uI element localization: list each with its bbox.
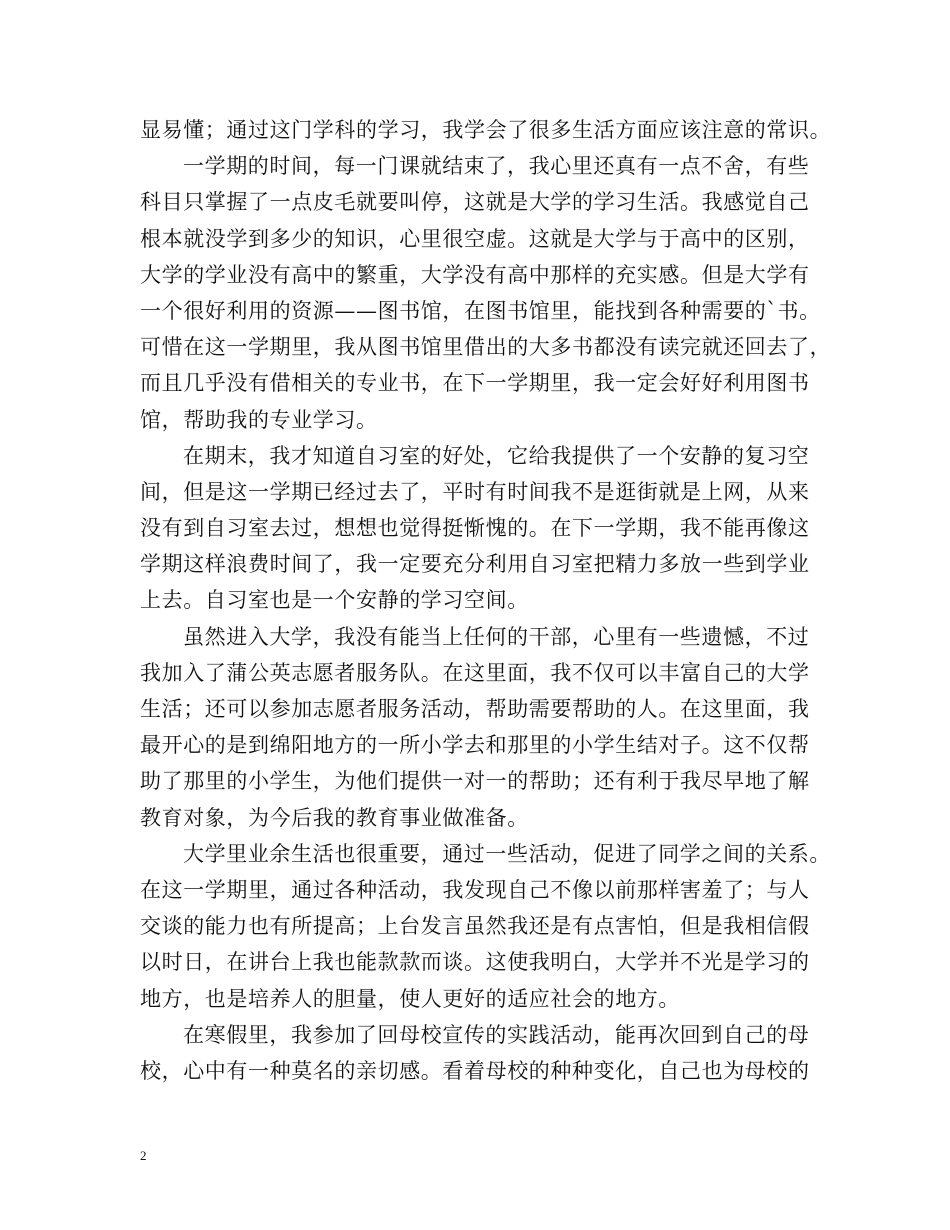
text-line: 校，心中有一种莫名的亲切感。看着母校的种种变化，自己也为母校的 [140,1058,810,1083]
text-line: 间，但是这一学期已经过去了，平时有时间我不是逛街就是上网，从来 [140,479,810,504]
text-line: 在这一学期里，通过各种活动，我发现自己不像以前那样害羞了；与人 [140,877,810,902]
text-line: 没有到自习室去过，想想也觉得挺惭愧的。在下一学期，我不能再像这 [140,516,810,541]
text-line: 馆，帮助我的专业学习。 [140,407,378,432]
text-line: 根本就没学到多少的知识，心里很空虚。这就是大学与于高中的区别， [140,226,810,251]
text-line: 可惜在这一学期里，我从图书馆里借出的大多书都没有读完就还回去了， [140,335,832,360]
body-text [140,112,830,1089]
text-line: 地方，也是培养人的胆量，使人更好的适应社会的地方。 [140,986,680,1011]
page-number: 2 [140,1148,147,1163]
text-line: 大学的学业没有高中的繁重，大学没有高中那样的充实感。但是大学有 [140,262,810,287]
text-line: 上去。自习室也是一个安静的学习空间。 [140,588,529,613]
text-line: 在寒假里，我参加了回母校宣传的实践活动，能再次回到自己的母 [183,1022,810,1047]
text-line: 显易懂；通过这门学科的学习，我学会了很多生活方面应该注意的常识。 [140,118,832,142]
text-line: 最开心的是到绵阳地方的一所小学去和那里的小学生结对子。这不仅帮 [140,733,810,758]
text-line: 教育对象，为今后我的教育事业做准备。 [140,805,529,830]
text-line: 助了那里的小学生，为他们提供一对一的帮助；还有利于我尽早地了解 [140,769,810,794]
text-line: 而且几乎没有借相关的专业书，在下一学期里，我一定会好好利用图书 [140,371,810,396]
text-line: 一学期的时间，每一门课就结束了，我心里还真有一点不舍，有些 [183,154,810,179]
text-line: 我加入了蒲公英志愿者服务队。在这里面，我不仅可以丰富自己的大学 [140,660,810,685]
text-line: 学期这样浪费时间了，我一定要充分利用自习室把精力多放一些到学业 [140,552,810,577]
text-line: 交谈的能力也有所提高；上台发言虽然我还是有点害怕，但是我相信假 [140,914,810,939]
text-line: 虽然进入大学，我没有能当上任何的干部，心里有一些遗憾，不过 [183,624,810,649]
text-line: 科目只掌握了一点皮毛就要叫停，这就是大学的学习生活。我感觉自己 [140,190,810,215]
text-line: 大学里业余生活也很重要，通过一些活动，促进了同学之间的关系。 [183,841,831,866]
text-line: 在期末，我才知道自习室的好处，它给我提供了一个安静的复习空 [183,443,810,468]
text-line: 以时日，在讲台上我也能款款而谈。这使我明白，大学并不光是学习的 [140,950,810,975]
text-line: 生活；还可以参加志愿者服务活动，帮助需要帮助的人。在这里面，我 [140,697,810,721]
text-line: 一个很好利用的资源——图书馆，在图书馆里，能找到各种需要的`书。 [140,298,821,323]
